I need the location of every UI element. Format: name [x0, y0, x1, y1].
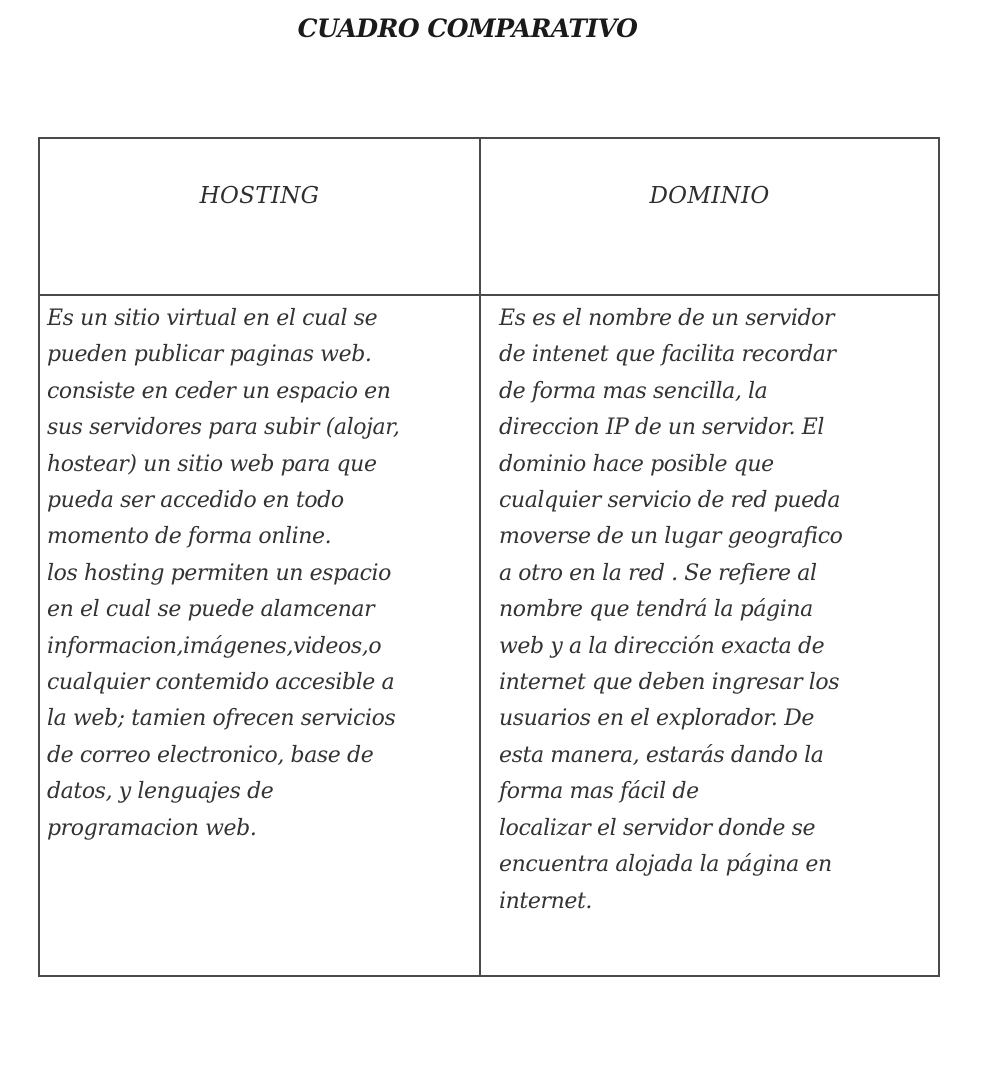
cell-dominio-description: Es es el nombre de un servidor de intenet que facilita recordar de forma mas sencilla, la direccion IP de un servidor. El dominio hace posible que cualquier servicio de red pueda moverse de un lugar geografico a otro en la red . Se refiere al nombre que tendrá la página web y a la dirección exacta de internet que deben ingresar los usuarios en el explorador. De esta manera, estarás dando la forma mas fácil de localizar el servidor donde se encuentra alojada la página en internet.	[499, 306, 843, 914]
header-hosting: HOSTING	[199, 183, 320, 209]
cell-hosting-description: Es un sitio virtual en el cual se pueden publicar paginas web. consiste en ceder un espacio en sus servidores para subir (alojar, hostear) un sitio web para que pueda ser accedido en todo momento de forma online. los hosting permiten un espacio en el cual se puede alamcenar informacion,imágenes,videos,o cualquier contemido accesible a la web; tamien ofrecen servicios de correo electronico, base de datos, y lenguajes de programacion web.	[47, 306, 400, 841]
comparison-table	[38, 137, 940, 977]
column-divider	[479, 139, 481, 975]
header-divider	[40, 294, 938, 296]
header-dominio: DOMINIO	[649, 183, 770, 209]
page-title: CUADRO COMPARATIVO	[297, 14, 638, 43]
